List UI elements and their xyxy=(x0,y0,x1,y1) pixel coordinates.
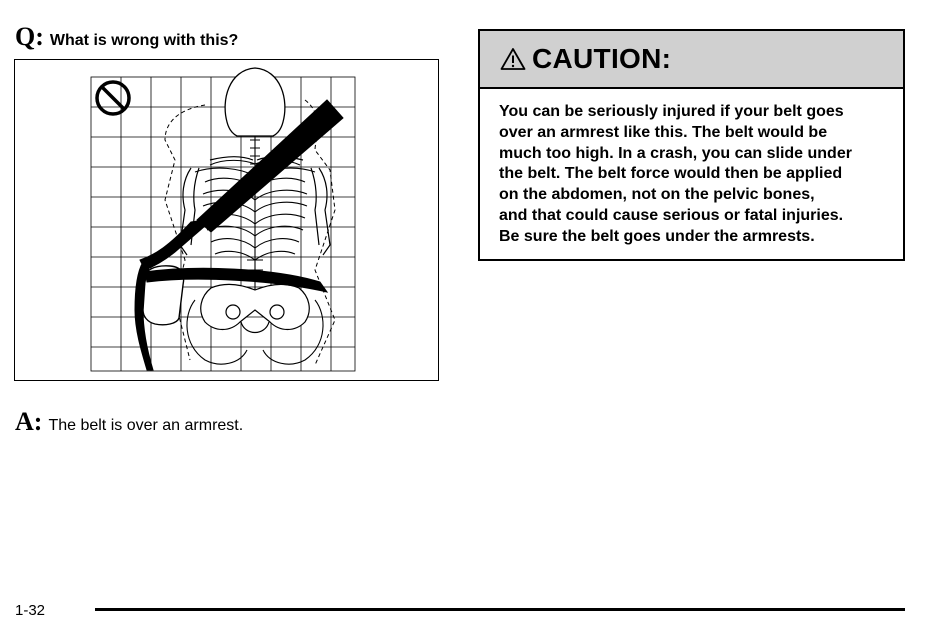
caution-header xyxy=(480,31,903,89)
caution-line: much too high. In a crash, you can slide under xyxy=(499,144,852,162)
question-marker: Q: xyxy=(15,22,44,51)
footer-rule xyxy=(95,608,905,611)
answer-line xyxy=(15,407,243,437)
answer-marker: A: xyxy=(15,407,43,436)
illustration-figure xyxy=(14,59,439,381)
caution-line: on the abdomen, not on the pelvic bones, xyxy=(499,186,815,204)
question-line xyxy=(15,22,238,52)
skeleton-illustration xyxy=(15,60,439,381)
caution-line: the belt. The belt force would then be applied xyxy=(499,165,843,183)
caution-line: Be sure the belt goes under the armrests. xyxy=(499,227,815,245)
caution-line: over an armrest like this. The belt would be xyxy=(499,123,828,141)
prohibited-icon xyxy=(97,82,129,114)
answer-text: The belt is over an armrest. xyxy=(48,417,244,434)
caution-line: and that could cause serious or fatal injuries. xyxy=(499,206,844,224)
warning-triangle-icon xyxy=(500,47,526,71)
skull xyxy=(225,68,285,136)
question-text: What is wrong with this? xyxy=(49,32,239,49)
seat-belt xyxy=(135,100,343,370)
caution-line: You can be seriously injured if your belt goes xyxy=(499,103,844,120)
caution-title: CAUTION: xyxy=(532,43,672,74)
caution-box xyxy=(478,29,905,261)
pelvis xyxy=(201,284,310,332)
caution-body xyxy=(480,89,903,248)
page-number: 1-32 xyxy=(15,602,46,619)
